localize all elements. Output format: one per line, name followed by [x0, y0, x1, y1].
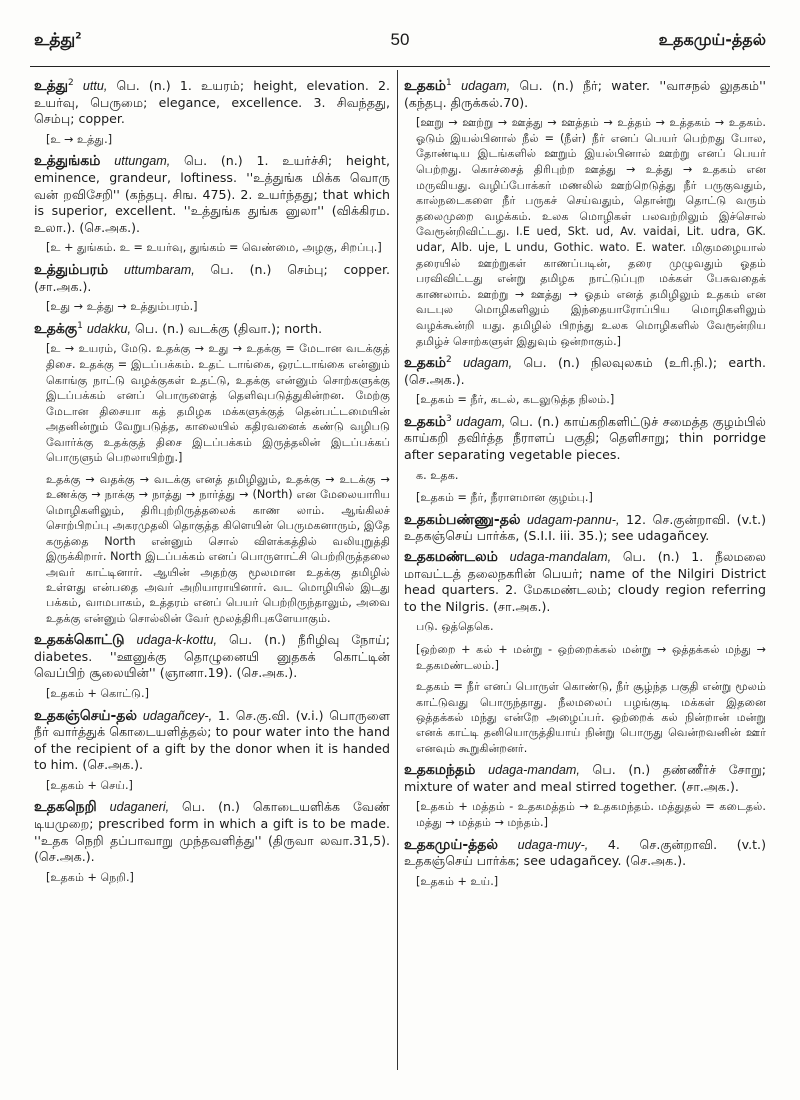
etymology: [உதகம் + மத்தம் - உதகமத்தம் → உதகமந்தம். மத்துதல் = கடைதல். மத்து → மத்தம் → மந்தம்.] — [416, 800, 766, 829]
right-column — [404, 78, 766, 895]
running-header — [34, 30, 766, 56]
entry-udagamandalam: உதகமண்டலம் udaga-mandalam, பெ. (n.) 1. நீலமலை மாவட்டத் தலைநகரின் பெயர்; name of the Nilgiri District head quarters. 2. மேகமண்டலம்; cloudy region referring to the Nilgris. (சா.அக.). — [404, 549, 766, 614]
usage-note: உதக்கு → வதக்கு → வடக்கு எனத் தமிழிலும், உதக்கு → உடக்கு → உணக்கு → நாக்கு → நாத்து → நார்த்து → (North) என மேலையாரிய மொழிகளிலும், திரிபுற்றிருத்தலைக் காண லாம். ஆங்கிலச் சொற்பிறப்பு அகரமுதலி தொகுத்த கிளெயின் பெருமகனாரும், இதே கருத்தை North என்னும் சொல் விளக்கத்தில் வலியுறுத்தி இருக்கிறார். North இடப்பக்கம் எனப் பொருளாட்சி பெற்றிருத்தலை அவர் காட்டினார். ஆயின் அதற்கு மூலமான உதக்கு தமிழில் உள்ளது என்பதை அவர் அறியாராயினார். வட மொழியில் இடது பக்கம், வாமபாகம், உத்தரம் எனப் பெயர் பெற்றிருந்தாலும், அவை உதக்கு என்னும் சொல்லின் வேர் மூலத்திரிபுகளேயாகும். — [46, 473, 390, 625]
entry-uttumbaram: உத்தும்பரம் uttumbaram, பெ. (n.) செம்பு; copper. (சா.அக.). — [34, 261, 390, 294]
header-right-word: உதகமுய்-த்தல் — [658, 30, 766, 49]
etymology: [ஒற்றை + கல் + மன்று - ஒற்றைக்கல் மன்று → ஒத்தக்கல் மந்து → உதகமண்டலம்.] — [416, 643, 766, 672]
entry-uttungam: உத்துங்கம் uttungam, பெ. (n.) 1. உயர்ச்சி; height, eminence, grandeur, loftiness. ''உத்துங்க மிக்க வொரு வன் றவிசேறி'' (கந்தபு. சிங. 475). 2. உயர்ந்தது; that which is superior, excellent. ''உத்துங்க துங்க னுலா'' (விக்கிரம. உலா.). (செ.அக.). — [34, 153, 390, 235]
entry-udagam-1: உதகம்$^1$ udagam, பெ. (n.) நீர்; water. ''வாசநல் லுதகம்'' (கந்தபு. திருக்கல்.70). — [404, 77, 766, 110]
cognate-line: க. உதக. — [416, 468, 459, 482]
etymology: [உ + துங்கம். உ = உயர்வு, துங்கம் = வெண்மை, அழகு, சிறப்பு.] — [46, 241, 382, 255]
usage-note: உதகம் = நீர் எனப் பொருள் கொண்டு, நீர் சூழ்ந்த பகுதி என்று மூலம் காட்டுவது பொருந்தாது. நீலமலைப் பழங்குடி மக்கள் இதனை ஒத்தக்கல் மந்து என்றே அழைப்பர். ஒற்றைக் கல் நின்றான் மன்று எனக் காட்டி தனியொருத்தியாய் நின்று பொருது வென்றவனின் ஊர் எனவும் கூறுகின்றனர். — [416, 680, 766, 755]
entry-udagam-2: உதகம்$^2$ udagam, பெ. (n.) நிலவுலகம் (உரி.நி.); earth. (செ.அக.). — [404, 354, 766, 387]
etymology: [உதகம் + நெறி.] — [46, 870, 134, 884]
column-divider — [397, 70, 398, 1070]
entry-udagamuyttal: உதகமுய்-த்தல் udaga-muy-, 4. செ.குன்றாவி. (v.t.) உதகஞ்செய் பார்க்க; see udagañcey. (செ.அக.). — [404, 836, 766, 869]
cognate-line: படு. ஒத்தெகெ. — [416, 620, 494, 634]
entry-udaganceytal: உதகஞ்செய்-தல் udagañcey-, 1. செ.கு.வி. (v.i.) பொருளை நீர் வார்த்துக் கொடையளித்தல்; to pour water into the hand of the recipient of a gift by the donor when it is handed to him. (செ.அக.). — [34, 707, 390, 773]
etymology: [உ → உயரம், மேடு. உதக்கு → உது → உதக்கு = மேடான வடக்குத் திசை. உதக்கு = இடப்பக்கம். உதட் டாங்கை, ஒரட்டாங்கை என்னும் கொங்கு நாட்டு வழக்குகள் உதட்டு, உதக்கு என்னும் சொற்களுக்கு இடப்பக்கம் எனப் பொருளைத் தெளிவுபடுத்துகின்றன. மேற்கு மேடான திசையா கத் தமிழக மக்களுக்குத் தென்பட்டமையின் அதனின்றும் வேறுபடுத்த, காலையில் கதிரவனைக் கண்டு வழிபடு வோர்க்கு உதக்குத் திசை இடப்பக்கம் இருத்தலின் இடப்பக்கப் பொருளும் பெறலாயிற்று.] — [46, 342, 390, 465]
etymology: [ஊறு → ஊற்று → ஊத்து → ஊத்தம் → உத்தம் → உத்தகம் → உதகம். ஓடும் இயல்பினால் நீல் = (நீள்) நீர் எனப் பெயர் பெற்றது போல, தோண்டிய இடங்களில் ஊறும் இயல்பினால் ஊற்று எனப் பெயர் பெற்றது. கொச்சைத் திரிபுற்ற ஊத்து → உத்து → உதகம் என மருவியது. வழிப்போக்கர் மணலில் ஊற்றெடுத்து நீர் பருகுவதும், கால்நடைகளை நீர் பருகச் செய்வதும், தொன்று தொட்டு வரும் தலைமுறை வழக்கம். உலக மொழிகள் பலவற்றிலும் இச்சொல் வேரூன்றிவிட்டது. I.E ued, Skt. ud, Av. vaidai, Lit. udra, GK. udar, Alb. uje, L undu, Gothic. wato. E. water. மிகுமழையால் தரையில் ஊற்றுகள் காணப்படின், தரை முழுவதும் ஓதம் பரவிவிட்டது என்று தமிழக நாட்டுப்புற மக்கள் பேசுவதைக் காணலாம். ஊற்று → ஊத்து → ஓதம் எனத் தமிழிலும் உதகம் என வடபுல மொழிகளிலும் இந்தையாரோப்பிய மொழிகளிலும் வழக்கூன்றி யது. தமிழில் பிறந்து உலக மொழிகளில் வேரூன்றிய தமிழ்ச் சொற்களுள் இதுவும் ஒன்றாகும்.] — [416, 116, 766, 348]
entry-udagampannutal: உதகம்பண்ணு-தல் udagam-pannu-, 12. செ.குன்றாவி. (v.t.) உதகஞ்செய் பார்க்க, (S.I.I. iii. 35.); see udagañcey. — [404, 511, 766, 544]
header-rule — [30, 66, 770, 67]
entry-udagamandam: உதகமந்தம் udaga-mandam, பெ. (n.) தண்ணீர்ச் சோறு; mixture of water and meal stirred together. (சா.அக.). — [404, 762, 766, 794]
page-number: 50 — [390, 30, 410, 49]
entry-udagam-3: உதகம்$^3$ udagam, பெ. (n.) காய்கறிகளிட்டுச் சமைத்த குழம்பில் காய்கறி தவிர்த்த நீராளப் பகுதி; தெளிசாறு; thin porridge after separating vegetable pieces. — [404, 413, 766, 463]
etymology: [உதகம் = நீர், கடல், கடலுடுத்த நிலம்.] — [416, 393, 615, 407]
entry-udaganeri: உதகநெறி udaganeri, பெ. (n.) கொடையளிக்க வேண் டியமுறை; prescribed form in which a gift is to be made. ''உதக நெறி தப்பாவாறு முந்தவளித்து'' (திருவா லவா.31,5). (செ.அக.). — [34, 799, 390, 865]
etymology: [உதகம் + செய்.] — [46, 778, 133, 792]
etymology: [உது → உத்து → உத்தும்பரம்.] — [46, 300, 198, 314]
entry-uttu: உத்து$^2$ uttu, பெ. (n.) 1. உயரம்; height, elevation. 2. உயர்வு, பெருமை; elegance, excellence. 3. சிவந்தது, செம்பு; copper. — [34, 77, 390, 127]
etymology: [உதகம் = நீர், நீராளமான குழம்பு.] — [416, 491, 593, 505]
etymology: [உதகம் + உய்.] — [416, 874, 499, 888]
entry-udagakkottu: உதகக்கொட்டு udaga-k-kottu, பெ. (n.) நீரிழிவு நோய்; diabetes. ''ஊனுக்கு தொழுனையி னுதகக் கொட்டின் வெப்பிற் சூலையின்'' (ஞானா.19). (செ.அக.). — [34, 632, 390, 681]
etymology: [உதகம் + கொட்டு.] — [46, 686, 149, 700]
etymology: [உ → உத்து.] — [46, 132, 113, 146]
header-left-word: உத்து$^2$ — [34, 30, 82, 50]
left-column — [34, 78, 390, 891]
entry-udakku: உதக்கு$^1$ udakku, பெ. (n.) வடக்கு (திவா.); north. — [34, 320, 323, 337]
